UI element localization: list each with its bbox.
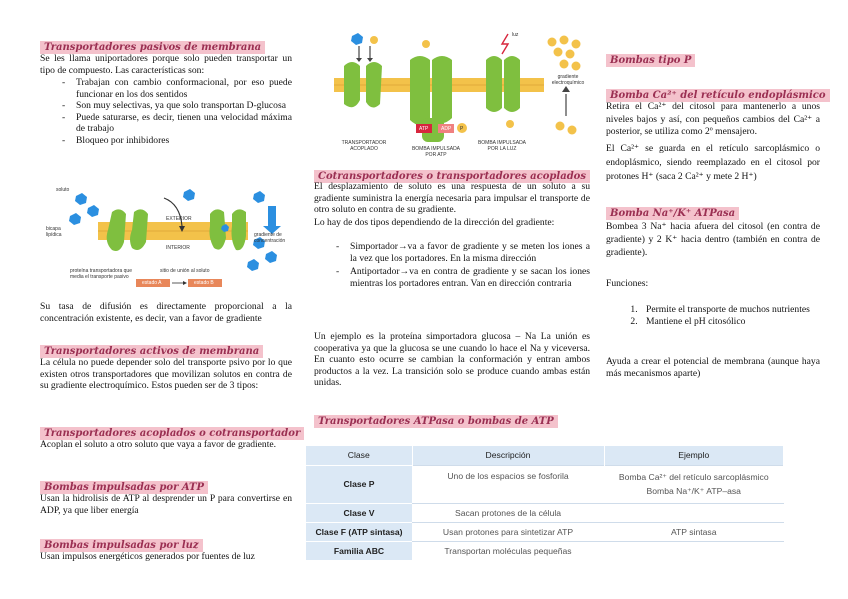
cotrans-p2: Lo hay de dos tipos dependiendo de la dirección del gradiente: <box>314 217 555 228</box>
heading-pasivos: Transportadores pasivos de membrana <box>40 41 265 54</box>
label-soluto: soluto <box>56 187 70 193</box>
table-header: Clase <box>306 446 412 465</box>
list-item: - Antiportador→va en contra de gradiente y se sacan los iones mientras los portadores entran. Van en dirección contraria <box>336 266 590 289</box>
heading-bomba-na: Bomba Na⁺/K⁺ ATPasa <box>606 207 739 220</box>
bomba-na-p1: Bombea 3 Na⁺ hacia afuera del citosol (en contra de gradiente) y 2 K⁺ hacia dentro (también en contra de gradiente). <box>606 221 820 258</box>
heading-bombas-p: Bombas tipo P <box>606 54 695 67</box>
table-cell <box>604 465 784 503</box>
light-pump <box>486 56 502 112</box>
solute-icon <box>265 251 277 263</box>
list-item: 2. Mantiene el pH citosólico <box>640 316 820 328</box>
cotrans-bullets <box>314 241 590 289</box>
table-cell: Transportan moléculas pequeñas <box>412 541 604 560</box>
pasivos-outro: Su tasa de difusión es directamente proporcional a la concentración existente, es decir, van a favor de gradiente <box>40 301 292 324</box>
label-p: P <box>460 126 464 132</box>
atp-pump <box>410 56 430 125</box>
label-bicapa: bicapa lipídica <box>46 226 62 238</box>
pasivos-bullets <box>40 77 292 147</box>
atpasa-table <box>306 446 784 560</box>
solute-icon <box>183 189 195 201</box>
bomba-ca-p1: Retira el Ca²⁺ del citosol para mantenerlo a unos niveles bajos y así, con pequeños cambios del Ca²⁺ a posterior, se utiliza como 2º mensajero. <box>606 101 820 138</box>
heading-bombas-luz: Bombas impulsadas por luz <box>40 539 203 552</box>
solute-icon <box>69 213 81 225</box>
coupled-transporter <box>344 62 360 107</box>
solute-icon <box>351 33 363 45</box>
heading-atpasa: Transportadores ATPasa o bombas de ATP <box>314 415 558 428</box>
cotrans-p3: Un ejemplo es la proteína simportadora glucosa – Na La unión es cooperativa ya que la glucosa se une cuando lo hace el Na y viceversa. En cuanto esto ocurre se cambian la conformación y entran ambos productos a la vez. La transición solo se produce cuando ambas están unidas. <box>314 331 590 389</box>
label-gradiente-electroquimico: gradiente electroquímico <box>551 74 585 86</box>
list-item: - Son muy selectivas, ya que solo transportan D-glucosa <box>62 100 292 112</box>
label-proteina: proteína transportadora que media el transporte pasivo <box>70 268 132 280</box>
list-item: - Simportador→va a favor de gradiente y se meten los iones a la vez que los portadores. En la misma dirección <box>336 241 590 264</box>
label-gradiente: gradiente de concentración <box>254 232 286 244</box>
list-item: 1. Permite el transporte de muchos nutrientes <box>640 304 820 316</box>
heading-activos: Transportadores activos de membrana <box>40 345 263 358</box>
table-cell: Clase F (ATP sintasa) <box>306 522 412 541</box>
acoplados-text: Acoplan el soluto a otro soluto que vaya a favor de gradiente. <box>40 439 277 450</box>
passive-transport-figure <box>40 182 292 292</box>
heading-bomba-ca: Bomba Ca²⁺ del retículo endoplásmico <box>606 89 830 102</box>
label-adp: ADP <box>441 126 452 132</box>
table-cell: Familia ABC <box>306 541 412 560</box>
table-cell: Uno de los espacios se fosforila <box>412 465 604 503</box>
table-header-row <box>306 446 784 465</box>
gradient-arrow-icon <box>263 206 281 234</box>
bombas-luz-text: Usan impulsos energéticos generados por fuentes de luz <box>40 551 255 562</box>
heading-cotransportadores: Cotransportadores o transportadores acoplados <box>314 170 590 183</box>
pasivos-intro: Se les llama uniportadores porque solo pueden transportar un tipo de compuesto. Las características son: <box>40 53 292 76</box>
cotrans-p1: El desplazamiento de soluto es una respuesta de un soluto a su gradiente suministra la energía necesaria para impulsar el transporte de otro soluto en contra de su gradiente. <box>314 181 590 216</box>
heading-acoplados: Transportadores acoplados o cotransportador <box>40 427 304 440</box>
table-cell: Clase P <box>306 465 412 503</box>
gradient-arrow-icon <box>562 86 570 92</box>
bombas-atp-text: Usan la hidrolisis de ATP al desprender un P para convertirse en ADP, ya que liber energía <box>40 493 292 516</box>
table-row <box>306 503 784 522</box>
ion-icon <box>370 36 378 44</box>
solute-icon <box>75 193 87 205</box>
label-sitio: sitio de unión al soluto <box>160 268 210 274</box>
label-atp: ATP <box>419 126 429 132</box>
active-transport-figure <box>314 30 590 160</box>
label-estado-a: estado A <box>142 280 162 286</box>
funciones-label: Funciones: <box>606 278 649 289</box>
list-item: - Bloqueo por inhibidores <box>62 135 292 147</box>
solute-icon <box>87 205 99 217</box>
table-row <box>306 465 784 503</box>
label-transportador-acoplado: TRANSPORTADOR ACOPLADO <box>341 140 387 152</box>
bomba-na-p2: Ayuda a crear el potencial de membrana (aunque haya más mecanismos aparte) <box>606 356 820 379</box>
table-header: Ejemplo <box>604 446 784 465</box>
label-bomba-luz: BOMBA IMPULSADA POR LA LUZ <box>477 140 527 152</box>
heading-bombas-atp: Bombas impulsadas por ATP <box>40 481 208 494</box>
table-cell: Sacan protones de la célula <box>412 503 604 522</box>
funciones-list <box>606 304 820 327</box>
protein-state-a <box>107 209 126 251</box>
table-cell-line: Bomba Ca²⁺ del retículo sarcoplásmico <box>618 472 769 482</box>
label-exterior: EXTERIOR <box>166 216 192 222</box>
label-luz: luz <box>512 32 519 38</box>
table-cell: ATP sintasa <box>604 522 784 541</box>
table-cell <box>604 541 784 560</box>
table-cell: Usan protones para sintetizar ATP <box>412 522 604 541</box>
table-cell-line: Bomba Na⁺/K⁺ ATP–asa <box>646 486 741 496</box>
light-bolt-icon <box>502 34 508 54</box>
label-interior: INTERIOR <box>166 245 190 251</box>
table-cell: Clase V <box>306 503 412 522</box>
list-item: - Trabajan con cambio conformacional, por eso puede funcionar en los dos sentidos <box>62 77 292 100</box>
label-estado-b: estado B <box>194 280 214 286</box>
label-bomba-atp: BOMBA IMPULSADA POR ATP <box>411 146 461 158</box>
atpasa-table-wrap <box>306 446 784 560</box>
table-cell <box>604 503 784 522</box>
solute-icon <box>253 191 265 203</box>
table-row <box>306 522 784 541</box>
bomba-ca-p2: El Ca²⁺ se guarda en el retículo sarcoplásmico o endoplásmico, siendo reemplazado en el citosol por protones H⁺ (saca 2 Ca²⁺ y mete 2 H⁺) <box>606 143 820 182</box>
table-header: Descripción <box>412 446 604 465</box>
table-row <box>306 541 784 560</box>
list-item: - Puede saturarse, es decir, tienen una velocidad máxima de trabajo <box>62 112 292 135</box>
activos-text: La célula no puede depender solo del transporte psivo por lo que existen otros transportadores que movilizan solutos en contra de su gradiente electroquímico. Estos pueden ser de 3 tipos: <box>40 357 292 392</box>
